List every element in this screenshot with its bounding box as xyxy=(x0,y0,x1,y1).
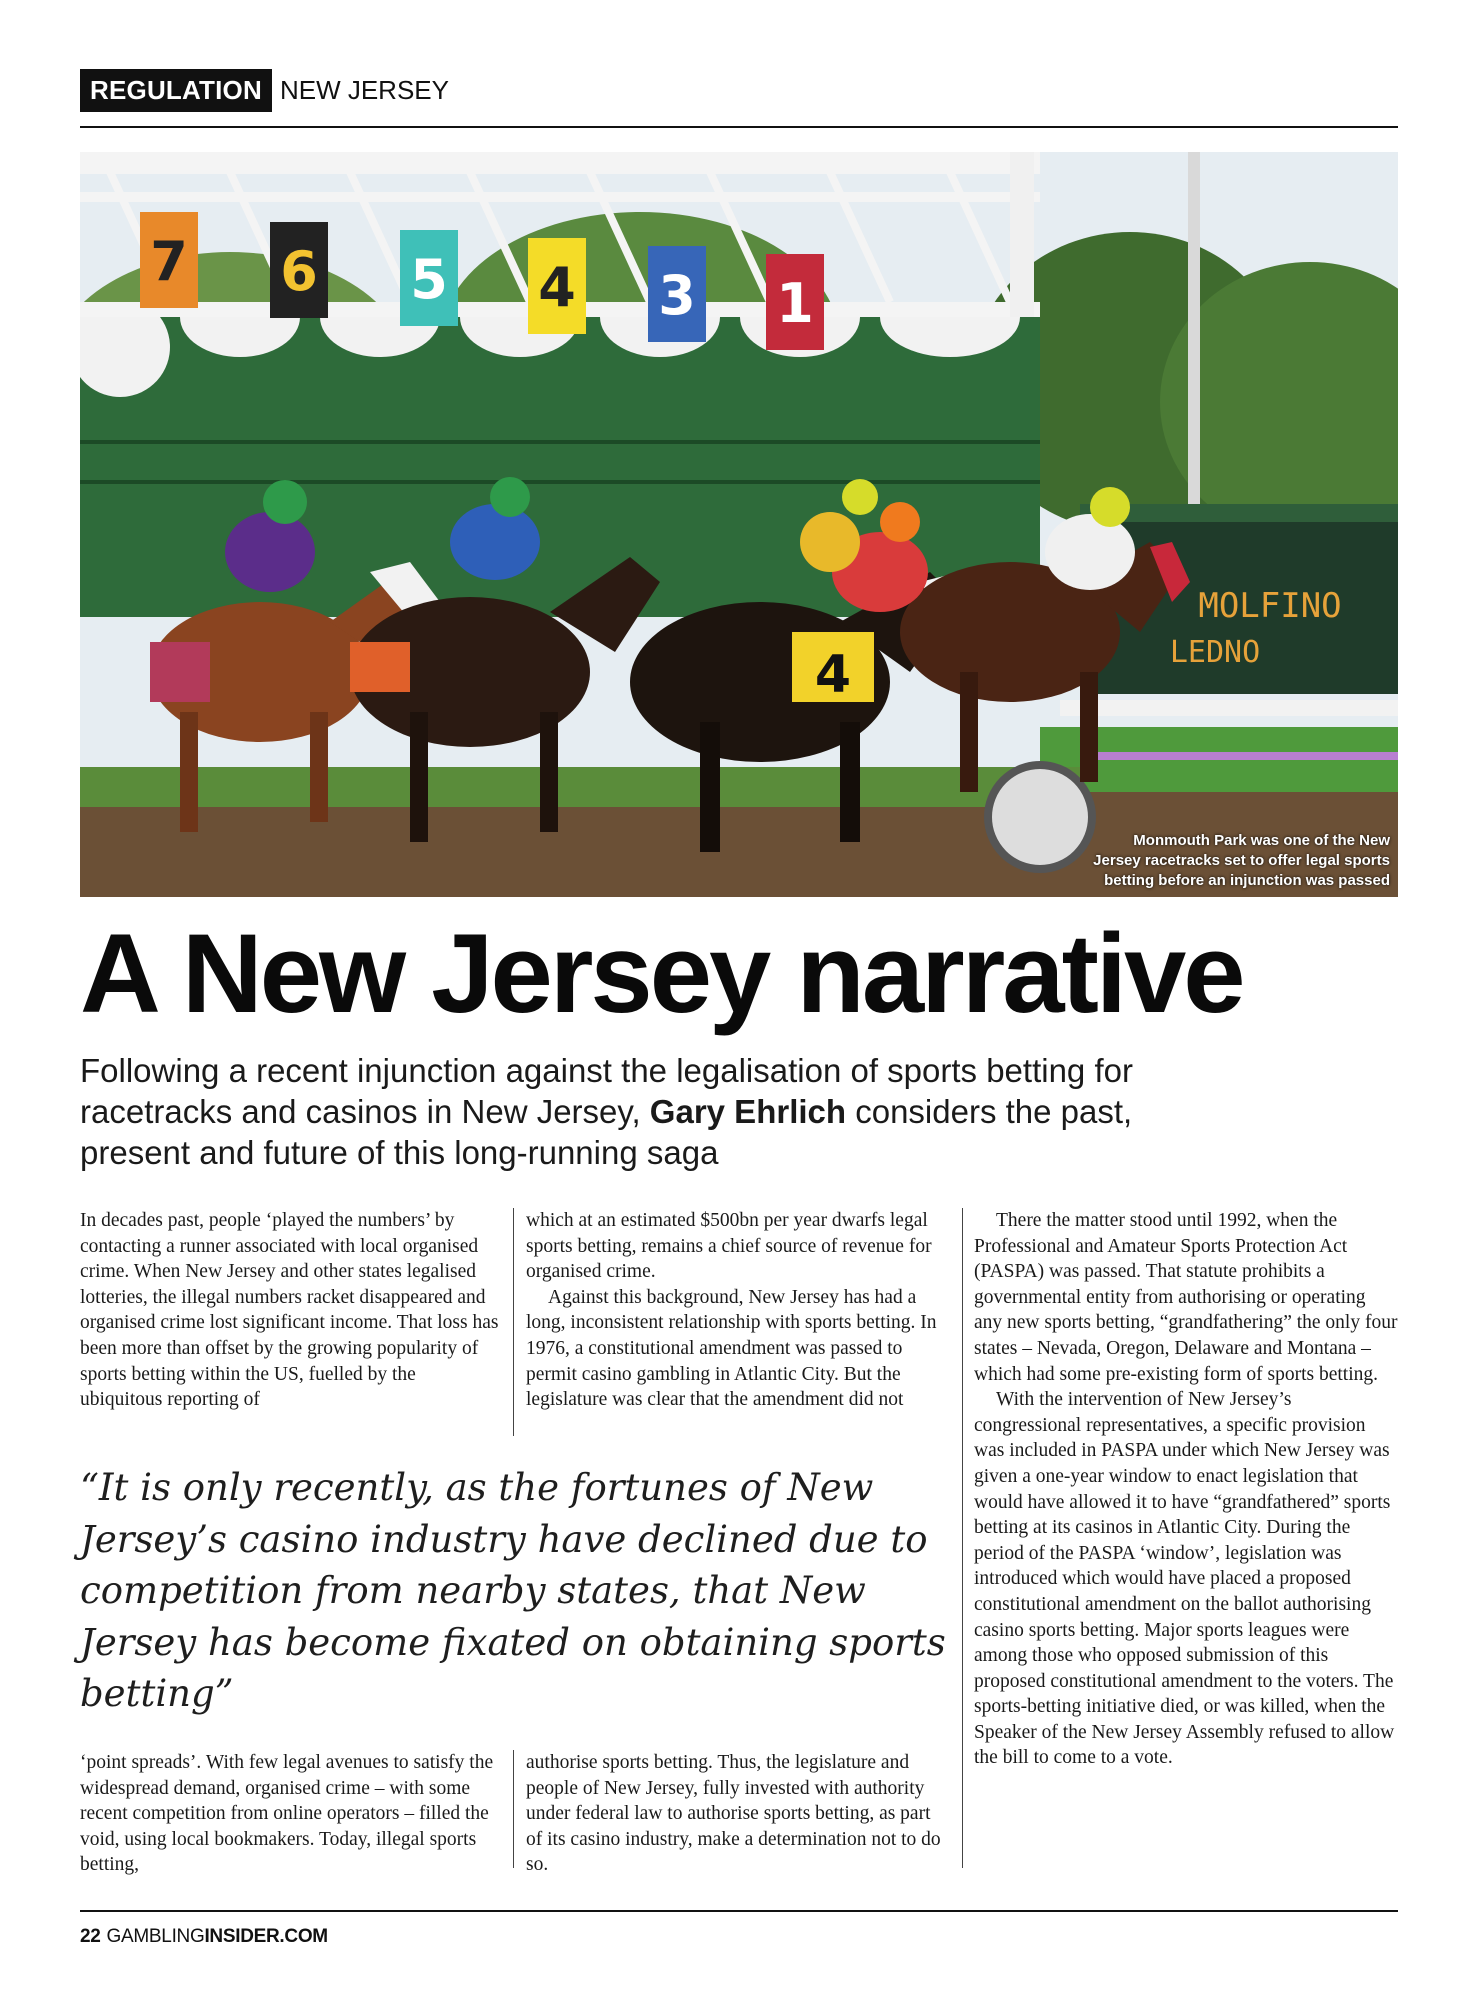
photo-caption: Monmouth Park was one of the New Jersey racetracks set to offer legal sports betting before an injunction was passed xyxy=(1093,832,1390,889)
section-tag: REGULATION xyxy=(80,69,272,112)
scoreboard-line-1: MOLFINO xyxy=(1198,586,1342,626)
standfirst-text: Following a recent injunction against the legalisation of sports betting for racetracks and casinos in New Jersey, xyxy=(80,1052,1133,1130)
horse-race-illustration xyxy=(80,152,1398,897)
column-1-top xyxy=(80,1208,500,1413)
gate-number-4: 4 xyxy=(538,256,576,319)
pull-quote: “It is only recently, as the fortunes of New Jersey’s casino industry have declined due to competition from nearby states, that New Jersey has become fixated on obtaining sports betting” xyxy=(80,1466,946,1715)
column-3 xyxy=(974,1208,1398,1771)
site-name-part2: INSIDER.COM xyxy=(204,1926,328,1947)
standfirst-text-end: considers the past, present and future of this long-running saga xyxy=(80,1093,1133,1171)
column-divider xyxy=(513,1750,514,1868)
header-rule xyxy=(80,126,1398,128)
paragraph: which at an estimated $500bn per year dwarfs legal sports betting, remains a chief source of revenue for organised crime. xyxy=(526,1210,932,1283)
site-name-part1: GAMBLING xyxy=(106,1926,205,1947)
column-divider xyxy=(513,1208,514,1436)
author-name: Gary Ehrlich xyxy=(649,1093,847,1130)
paragraph: There the matter stood until 1992, when the Professional and Amateur Sports Protection Act (PASPA) was passed. That statute prohibits a governmental entity from authorising or operating any new sports betting, “grandfathering” the only four states – Nevada, Oregon, Delaware and Montana – which had some pre-existing form of sports betting. xyxy=(974,1210,1398,1385)
column-2-bottom xyxy=(526,1750,950,1878)
gate-number-1: 1 xyxy=(776,272,814,335)
column-2-top xyxy=(526,1208,950,1413)
footer-rule xyxy=(80,1910,1398,1912)
hero-photo xyxy=(80,152,1398,897)
paragraph: In decades past, people ‘played the numbers’ by contacting a runner associated with local organised crime. When New Jersey and other states legalised lotteries, the illegal numbers racket disappeared and organised crime lost significant income. That loss has been more than offset by the growing popularity of sports betting within the US, fuelled by the ubiquitous reporting of xyxy=(80,1210,499,1411)
article-title: A New Jersey narrative xyxy=(80,911,1243,1036)
standfirst xyxy=(80,1050,1180,1173)
section-header xyxy=(80,68,449,112)
gate-number-5: 5 xyxy=(410,248,448,311)
paragraph: Against this background, New Jersey has had a long, inconsistent relationship with sports betting. In 1976, a constitutional amendment was passed to permit casino gambling in Atlantic City. But the legislature was clear that the amendment did not xyxy=(526,1286,937,1411)
paragraph: With the intervention of New Jersey’s congressional representatives, a specific provision was included in PASPA under which New Jersey was given a one-year window to enact legislation that would have allowed it to have “grandfathered” sports betting at its casinos in Atlantic City. During the period of the PASPA ‘window’, legislation was introduced which would have placed a proposed constitutional amendment on the ballot authorising casino sports betting. Major sports leagues were among those who opposed submission of this proposed constitutional amendment to the voters. The sports-betting initiative died, or was killed, when the Speaker of the New Jersey Assembly refused to allow the bill to come to a vote. xyxy=(974,1389,1395,1769)
scoreboard-line-2: LEDNO xyxy=(1169,635,1261,670)
column-1-bottom xyxy=(80,1750,500,1878)
section-subtitle: NEW JERSEY xyxy=(279,74,449,105)
page-number: 22 xyxy=(80,1926,101,1947)
paragraph: ‘point spreads’. With few legal avenues to satisfy the widespread demand, organised crime – with some recent competition from online operators – filled the void, using local bookmakers. Today, illegal sports betting, xyxy=(80,1752,494,1876)
page-footer xyxy=(80,1926,328,1948)
gate-number-3: 3 xyxy=(658,264,696,327)
paragraph: authorise sports betting. Thus, the legislature and people of New Jersey, fully invested with authority under federal law to authorise sports betting, as part of its casino industry, make a determination not to do so. xyxy=(526,1752,941,1876)
gate-number-7: 7 xyxy=(150,230,188,293)
gate-number-6: 6 xyxy=(280,240,318,303)
column-divider xyxy=(962,1208,963,1868)
saddle-cloth-number: 4 xyxy=(814,645,852,705)
